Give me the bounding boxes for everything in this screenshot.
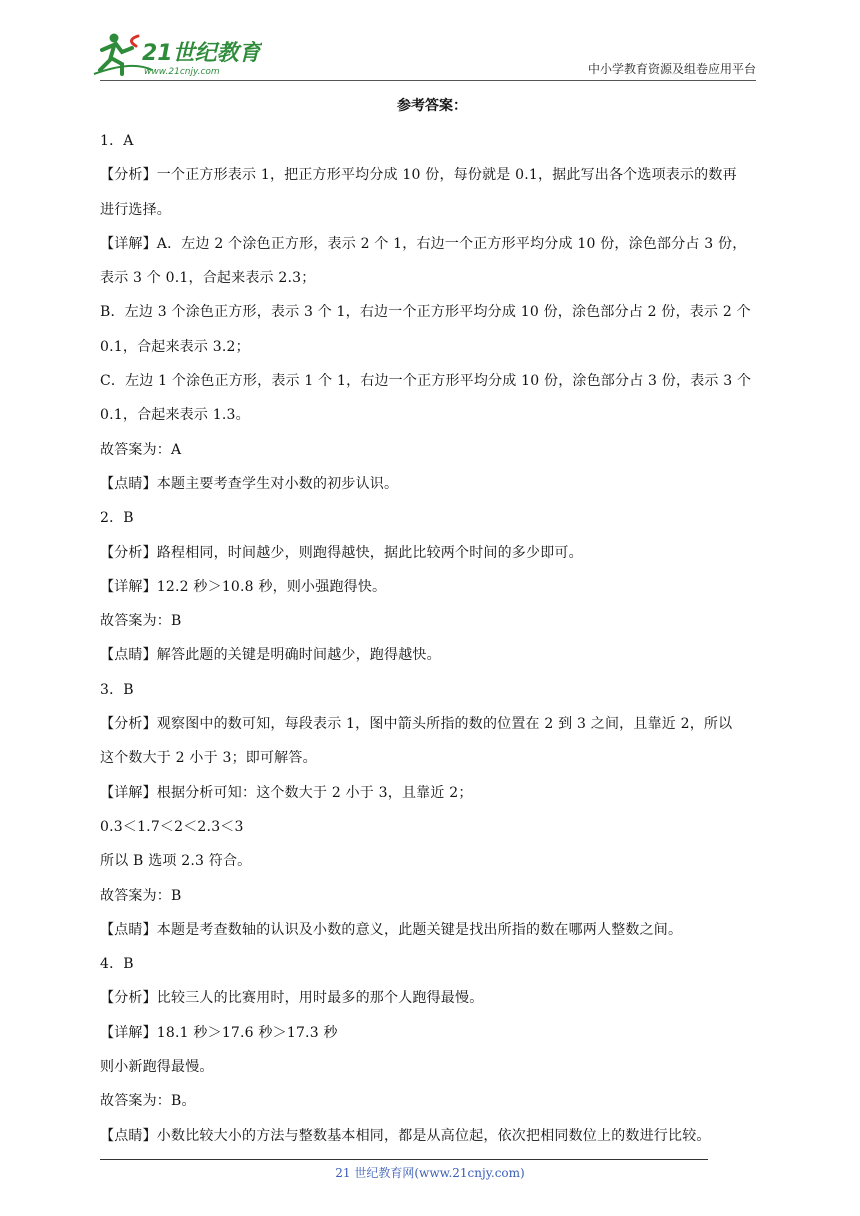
answer-line: 0.3＜1.7＜2＜2.3＜3: [100, 818, 244, 835]
answer-line: 所以 B 选项 2.3 符合。: [100, 853, 252, 870]
answer-line: 【分析】路程相同，时间越少，则跑得越快，据此比较两个时间的多少即可。: [100, 544, 583, 561]
answer-line: 【详解】根据分析可知：这个数大于 2 小于 3，且靠近 2；: [100, 784, 473, 801]
answer-line: 故答案为：B: [100, 613, 182, 630]
answer-line: C．左边 1 个涂色正方形，表示 1 个 1，右边一个正方形平均分成 10 份，涂色部分占 3 份，表示 3 个: [100, 373, 752, 390]
answer-content: [100, 96, 764, 1153]
answer-line: 4．B: [100, 956, 134, 973]
header-divider: [100, 80, 756, 81]
answer-line: 3．B: [100, 681, 134, 698]
answer-line: 故答案为：B。: [100, 1093, 196, 1110]
answer-line: 【详解】A．左边 2 个涂色正方形，表示 2 个 1，右边一个正方形平均分成 10 份，涂色部分占 3 份，: [100, 235, 747, 252]
answer-line: B．左边 3 个涂色正方形，表示 3 个 1，右边一个正方形平均分成 10 份，涂色部分占 2 份，表示 2 个: [100, 304, 751, 321]
answer-line: 【分析】比较三人的比赛用时，用时最多的那个人跑得最慢。: [100, 990, 484, 1007]
answer-line: 表示 3 个 0.1，合起来表示 2.3；: [100, 270, 316, 287]
answer-line: 【分析】一个正方形表示 1，把正方形平均分成 10 份，每份就是 0.1，据此写出各个选项表示的数再: [100, 167, 737, 184]
answer-line: 则小新跑得最慢。: [100, 1059, 214, 1076]
answer-line: 【点睛】本题主要考查学生对小数的初步认识。: [100, 475, 399, 492]
answer-line: 这个数大于 2 小于 3；即可解答。: [100, 750, 317, 767]
answer-line: 【详解】12.2 秒＞10.8 秒，则小强跑得快。: [100, 578, 387, 595]
answer-line: 1．A: [100, 133, 134, 149]
page-header: [0, 0, 860, 90]
logo-21cnjy: [92, 30, 262, 80]
page-title: 参考答案：: [397, 98, 467, 114]
answer-line: 0.1，合起来表示 1.3。: [100, 407, 250, 424]
platform-name: 中小学教育资源及组卷应用平台: [587, 62, 756, 76]
svg-text:www.21cnjy.com: www.21cnjy.com: [144, 67, 220, 77]
answer-line: 故答案为：B: [100, 887, 182, 904]
answer-line: 0.1，合起来表示 3.2；: [100, 338, 250, 355]
answer-line: 2．B: [100, 510, 134, 527]
answer-line: 【点睛】本题是考查数轴的认识及小数的意义，此题关键是找出所指的数在哪两人整数之间。: [100, 921, 683, 938]
svg-text:21世纪教育: 21世纪教育: [142, 41, 261, 66]
footer-divider: [100, 1159, 708, 1160]
answer-line: 进行选择。: [100, 201, 171, 218]
page-footer: 21 世纪教育网(www.21cnjy.com): [335, 1166, 525, 1180]
answer-line: 【点睛】小数比较大小的方法与整数基本相同，都是从高位起，依次把相同数位上的数进行比较。: [100, 1127, 711, 1144]
answer-line: 【分析】观察图中的数可知，每段表示 1，图中箭头所指的数的位置在 2 到 3 之间，且靠近 2，所以: [100, 716, 733, 733]
answer-line: 【点睛】解答此题的关键是明确时间越少，跑得越快。: [100, 647, 441, 664]
answer-lines: [100, 124, 764, 1153]
answer-line: 【详解】18.1 秒＞17.6 秒＞17.3 秒: [100, 1024, 338, 1041]
answer-line: 故答案为：A: [100, 441, 182, 458]
